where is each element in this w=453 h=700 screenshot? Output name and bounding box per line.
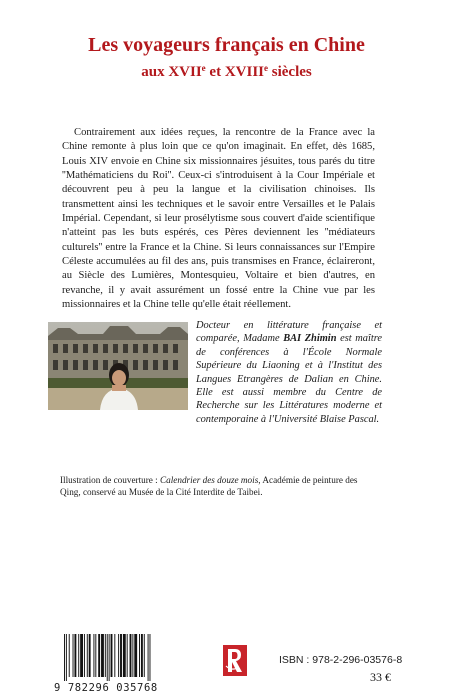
isbn: ISBN : 978-2-296-03576-8 [279, 654, 403, 666]
book-summary: Contrairement aux idées reçues, la rencontre de la France avec la Chine remonte à plus loin que ce qu'on imaginait. En effet, dès 1685, Louis XIV envoie en Chine six missionnaires jésuites, tous parés du titre ''Mathématiciens du Roi''. Ceux-ci s'introduisent à la Cour Impériale et découvrent peu à peu la langue et la civilisation chinoises. Ils transmettent ainsi les techniques et le savoir entre Versailles et le Palais Impérial. Cependant, si leur prosélytisme sous couvert d'aide scientifique n'atteint pas les buts espérés, ces Pères deviennent les ''médiateurs culturels'' entre la France et la Chine. Si leurs connaissances sur l'Empire Céleste accumulées au fil des ans, puis transmises en France, éclaireront, au Siècle des Lumières, Montesquieu, Voltaire et bien d'autres, en revanche, il y avait assurément un fossé entre la Chine vue par les missionnaires et la Chine telle qu'elle était réellement. [62, 127, 375, 311]
barcode [62, 634, 176, 681]
author-photo [48, 322, 188, 410]
author-name: BAI Zhimin [283, 333, 337, 345]
publisher-logo [223, 645, 247, 676]
artwork-title: Calendrier des douze mois [160, 475, 259, 485]
price: 33 € [370, 670, 391, 684]
cover-credit: Illustration de couverture : Calendrier des douze mois, Académie de peinture des Qing, conservé au Musée de la Cité Interdite de Taibei. [60, 475, 358, 497]
barcode-digits: 9 782296 035768 [54, 682, 158, 694]
author-bio: Docteur en littérature française et comparée, Madame BAI Zhimin est maître de conférences à l'École Normale Supérieure du Liaoning et à l'Institut des Langues Etrangères de Dalian en Chine. Elle est aussi membre du Centre de Recherche sur les Littératures moderne et contemporaine à l'Université Blaise Pascal. [196, 320, 383, 425]
book-title: Les voyageurs français en Chine [88, 34, 365, 56]
book-subtitle: aux XVIIe et XVIIIe siècles [141, 63, 312, 80]
